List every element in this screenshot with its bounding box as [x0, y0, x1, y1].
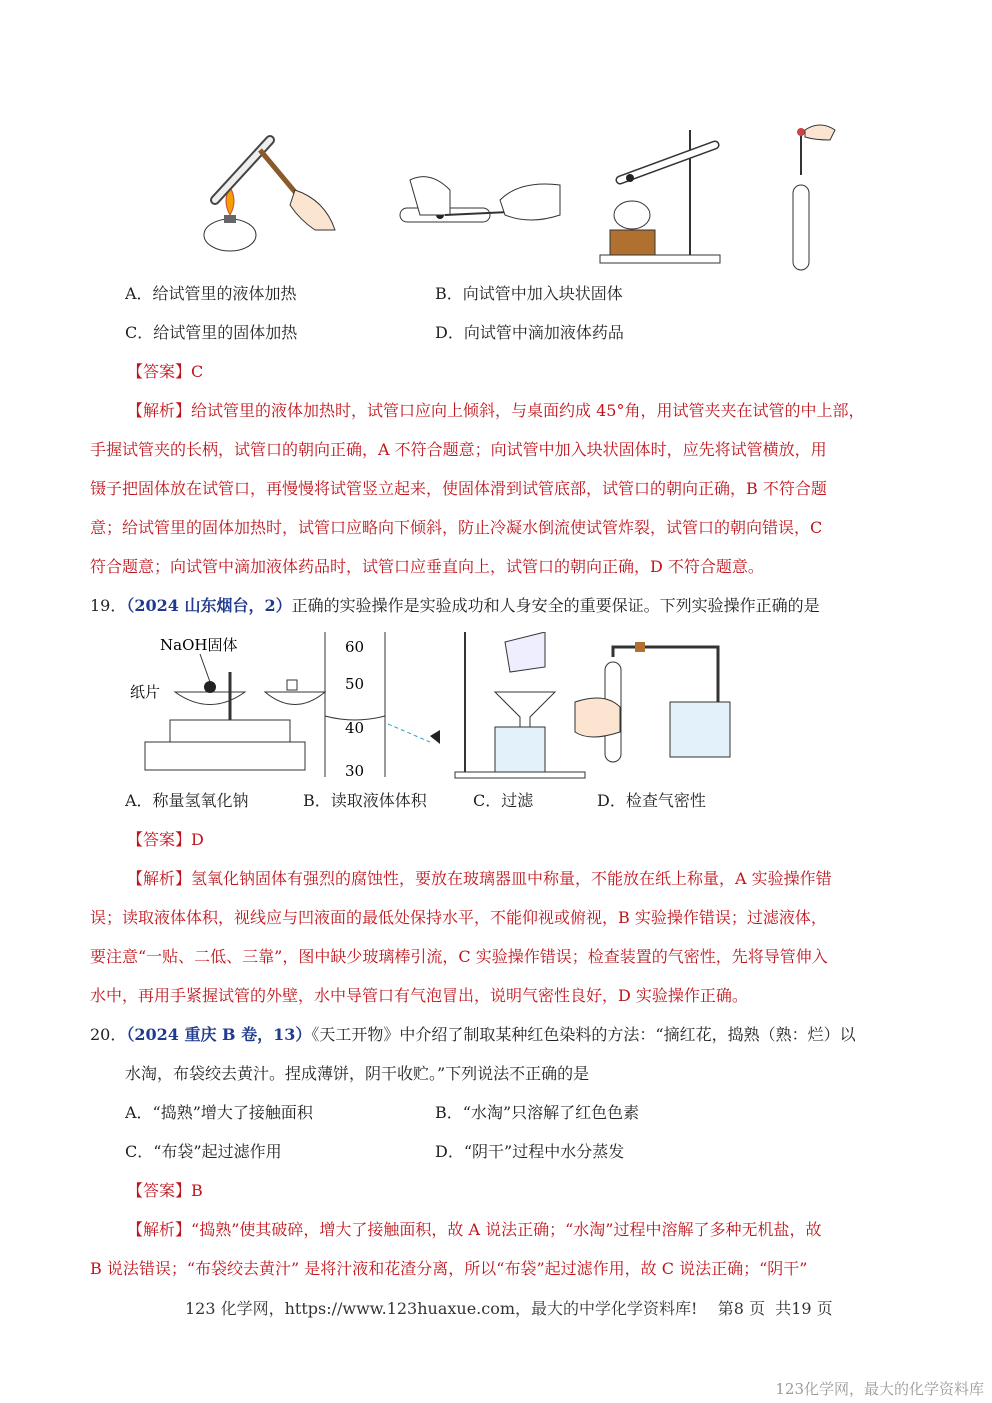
- q19-option-c: C．过滤: [473, 791, 534, 810]
- answer-tag: 【答案】: [127, 830, 192, 849]
- q19-analysis-line: 水中，再用手紧握试管的外壁，水中导管口有气泡冒出，说明气密性良好，D 实验操作正确。: [90, 986, 748, 1005]
- figure-d-dropping-liquid: [793, 125, 835, 270]
- q18-option-a: A．给试管里的液体加热: [125, 284, 297, 303]
- q20-option-a: A．“捣熟”增大了接触面积: [125, 1103, 313, 1122]
- tick-label: 50: [345, 675, 365, 693]
- label-naoh: NaOH固体: [160, 636, 238, 654]
- q19-option-d: D．检查气密性: [597, 791, 706, 810]
- q20-analysis-line: B 说法错误；“布袋绞去黄汁” 是将汁液和花渣分离，所以“布袋”起过滤作用，故 C 说法正确；“阴干”: [90, 1259, 808, 1278]
- answer-tag: 【答案】: [127, 1181, 192, 1200]
- figure-d-airtightness: [575, 642, 730, 762]
- label-paper: 纸片: [130, 683, 161, 701]
- q18-option-c: C．给试管里的固体加热: [125, 323, 298, 342]
- q20-stem-continued: 水淘，布袋绞去黄汁。捏成薄饼，阴干收贮。”下列说法不正确的是: [125, 1064, 590, 1083]
- q20-stem: [90, 1025, 856, 1045]
- analysis-tag: 【解析】: [127, 1220, 192, 1239]
- q18-analysis-line: 符合题意；向试管中滴加液体药品时，试管口应垂直向上，试管口的朝向正确，D 不符合题意。: [90, 557, 764, 576]
- watermark: 123化学网，最大的化学资料库: [775, 1380, 984, 1398]
- q19-option-a: A．称量氢氧化钠: [125, 791, 249, 810]
- question-number: 20．: [90, 1025, 127, 1044]
- analysis-text: 给试管里的液体加热时，试管口应向上倾斜，与桌面约成 45°角，用试管夹夹在试管的中上部，: [191, 401, 865, 420]
- q20-option-b: B．“水淘”只溶解了红色色素: [435, 1103, 640, 1122]
- tick-label: 40: [345, 719, 365, 737]
- q18-analysis-line: 手握试管夹的长柄，试管口的朝向正确，A 不符合题意；向试管中加入块状固体时，应先将试管横放，用: [90, 440, 827, 459]
- figure-c-heating-solid: [600, 130, 720, 263]
- analysis-tag: 【解析】: [127, 401, 192, 420]
- answer-tag: 【答案】: [127, 362, 192, 381]
- analysis-tag: 【解析】: [127, 869, 192, 888]
- q18-option-b: B．向试管中加入块状固体: [435, 284, 623, 303]
- q19-analysis-line: [127, 869, 832, 889]
- analysis-text: 氢氧化钠固体有强烈的腐蚀性，要放在玻璃器皿中称量，不能放在纸上称量，A 实验操作错: [191, 869, 832, 888]
- figure-a-weighing: [130, 636, 325, 770]
- answer-value: D: [191, 830, 204, 849]
- q20-answer: [127, 1181, 203, 1201]
- figure-a-heating-liquid: [204, 140, 335, 251]
- q18-option-d: D．向试管中滴加液体药品: [435, 323, 624, 342]
- page-footer: 123 化学网，https://www.123huaxue.com，最大的中学化学资料库! 第8 页 共19 页: [185, 1299, 833, 1318]
- tick-label: 60: [345, 638, 365, 656]
- q18-analysis-line: 镊子把固体放在试管口，再慢慢将试管竖立起来，使固体滑到试管底部，试管口的朝向正确，B 不符合题: [90, 479, 827, 498]
- q18-figures: [190, 120, 850, 275]
- question-text: 正确的实验操作是实验成功和人身安全的重要保证。下列实验操作正确的是: [291, 596, 820, 615]
- figure-c-filtration: [455, 632, 585, 778]
- question-number: 19．: [90, 596, 127, 615]
- q19-option-b: B．读取液体体积: [303, 791, 427, 810]
- answer-value: B: [191, 1181, 203, 1200]
- question-source: （2024 山东烟台，2）: [126, 596, 292, 615]
- question-text: 《天工开物》中介绍了制取某种红色染料的方法：“摘红花，捣熟（熟：烂）以: [311, 1025, 856, 1044]
- answer-value: C: [191, 362, 204, 381]
- tick-label: 30: [345, 762, 365, 780]
- q18-answer: [127, 362, 203, 382]
- q19-figures: [120, 632, 740, 780]
- q19-analysis-line: 误；读取液体体积，视线应与凹液面的最低处保持水平，不能仰视或俯视，B 实验操作错误；过滤液体，: [90, 908, 827, 927]
- figure-b-reading-volume: [325, 632, 440, 780]
- q18-analysis-line: 意；给试管里的固体加热时，试管口应略向下倾斜，防止冷凝水倒流使试管炸裂，试管口的朝向错误，C: [90, 518, 823, 537]
- q19-stem: [90, 596, 820, 616]
- q19-answer: [127, 830, 204, 850]
- q19-analysis-line: 要注意“一贴、二低、三靠”，图中缺少玻璃棒引流，C 实验操作错误；检查装置的气密性，先将导管伸入: [90, 947, 828, 966]
- q18-analysis-line: [127, 401, 864, 421]
- figure-b-adding-solid: [400, 177, 560, 222]
- analysis-text: “捣熟”使其破碎，增大了接触面积，故 A 说法正确；“水淘”过程中溶解了多种无机盐，故: [191, 1220, 822, 1239]
- q20-option-c: C．“布袋”起过滤作用: [125, 1142, 282, 1161]
- question-source: （2024 重庆 B 卷，13）: [126, 1025, 312, 1044]
- q20-analysis-line: [127, 1220, 821, 1240]
- q20-option-d: D．“阴干”过程中水分蒸发: [435, 1142, 625, 1161]
